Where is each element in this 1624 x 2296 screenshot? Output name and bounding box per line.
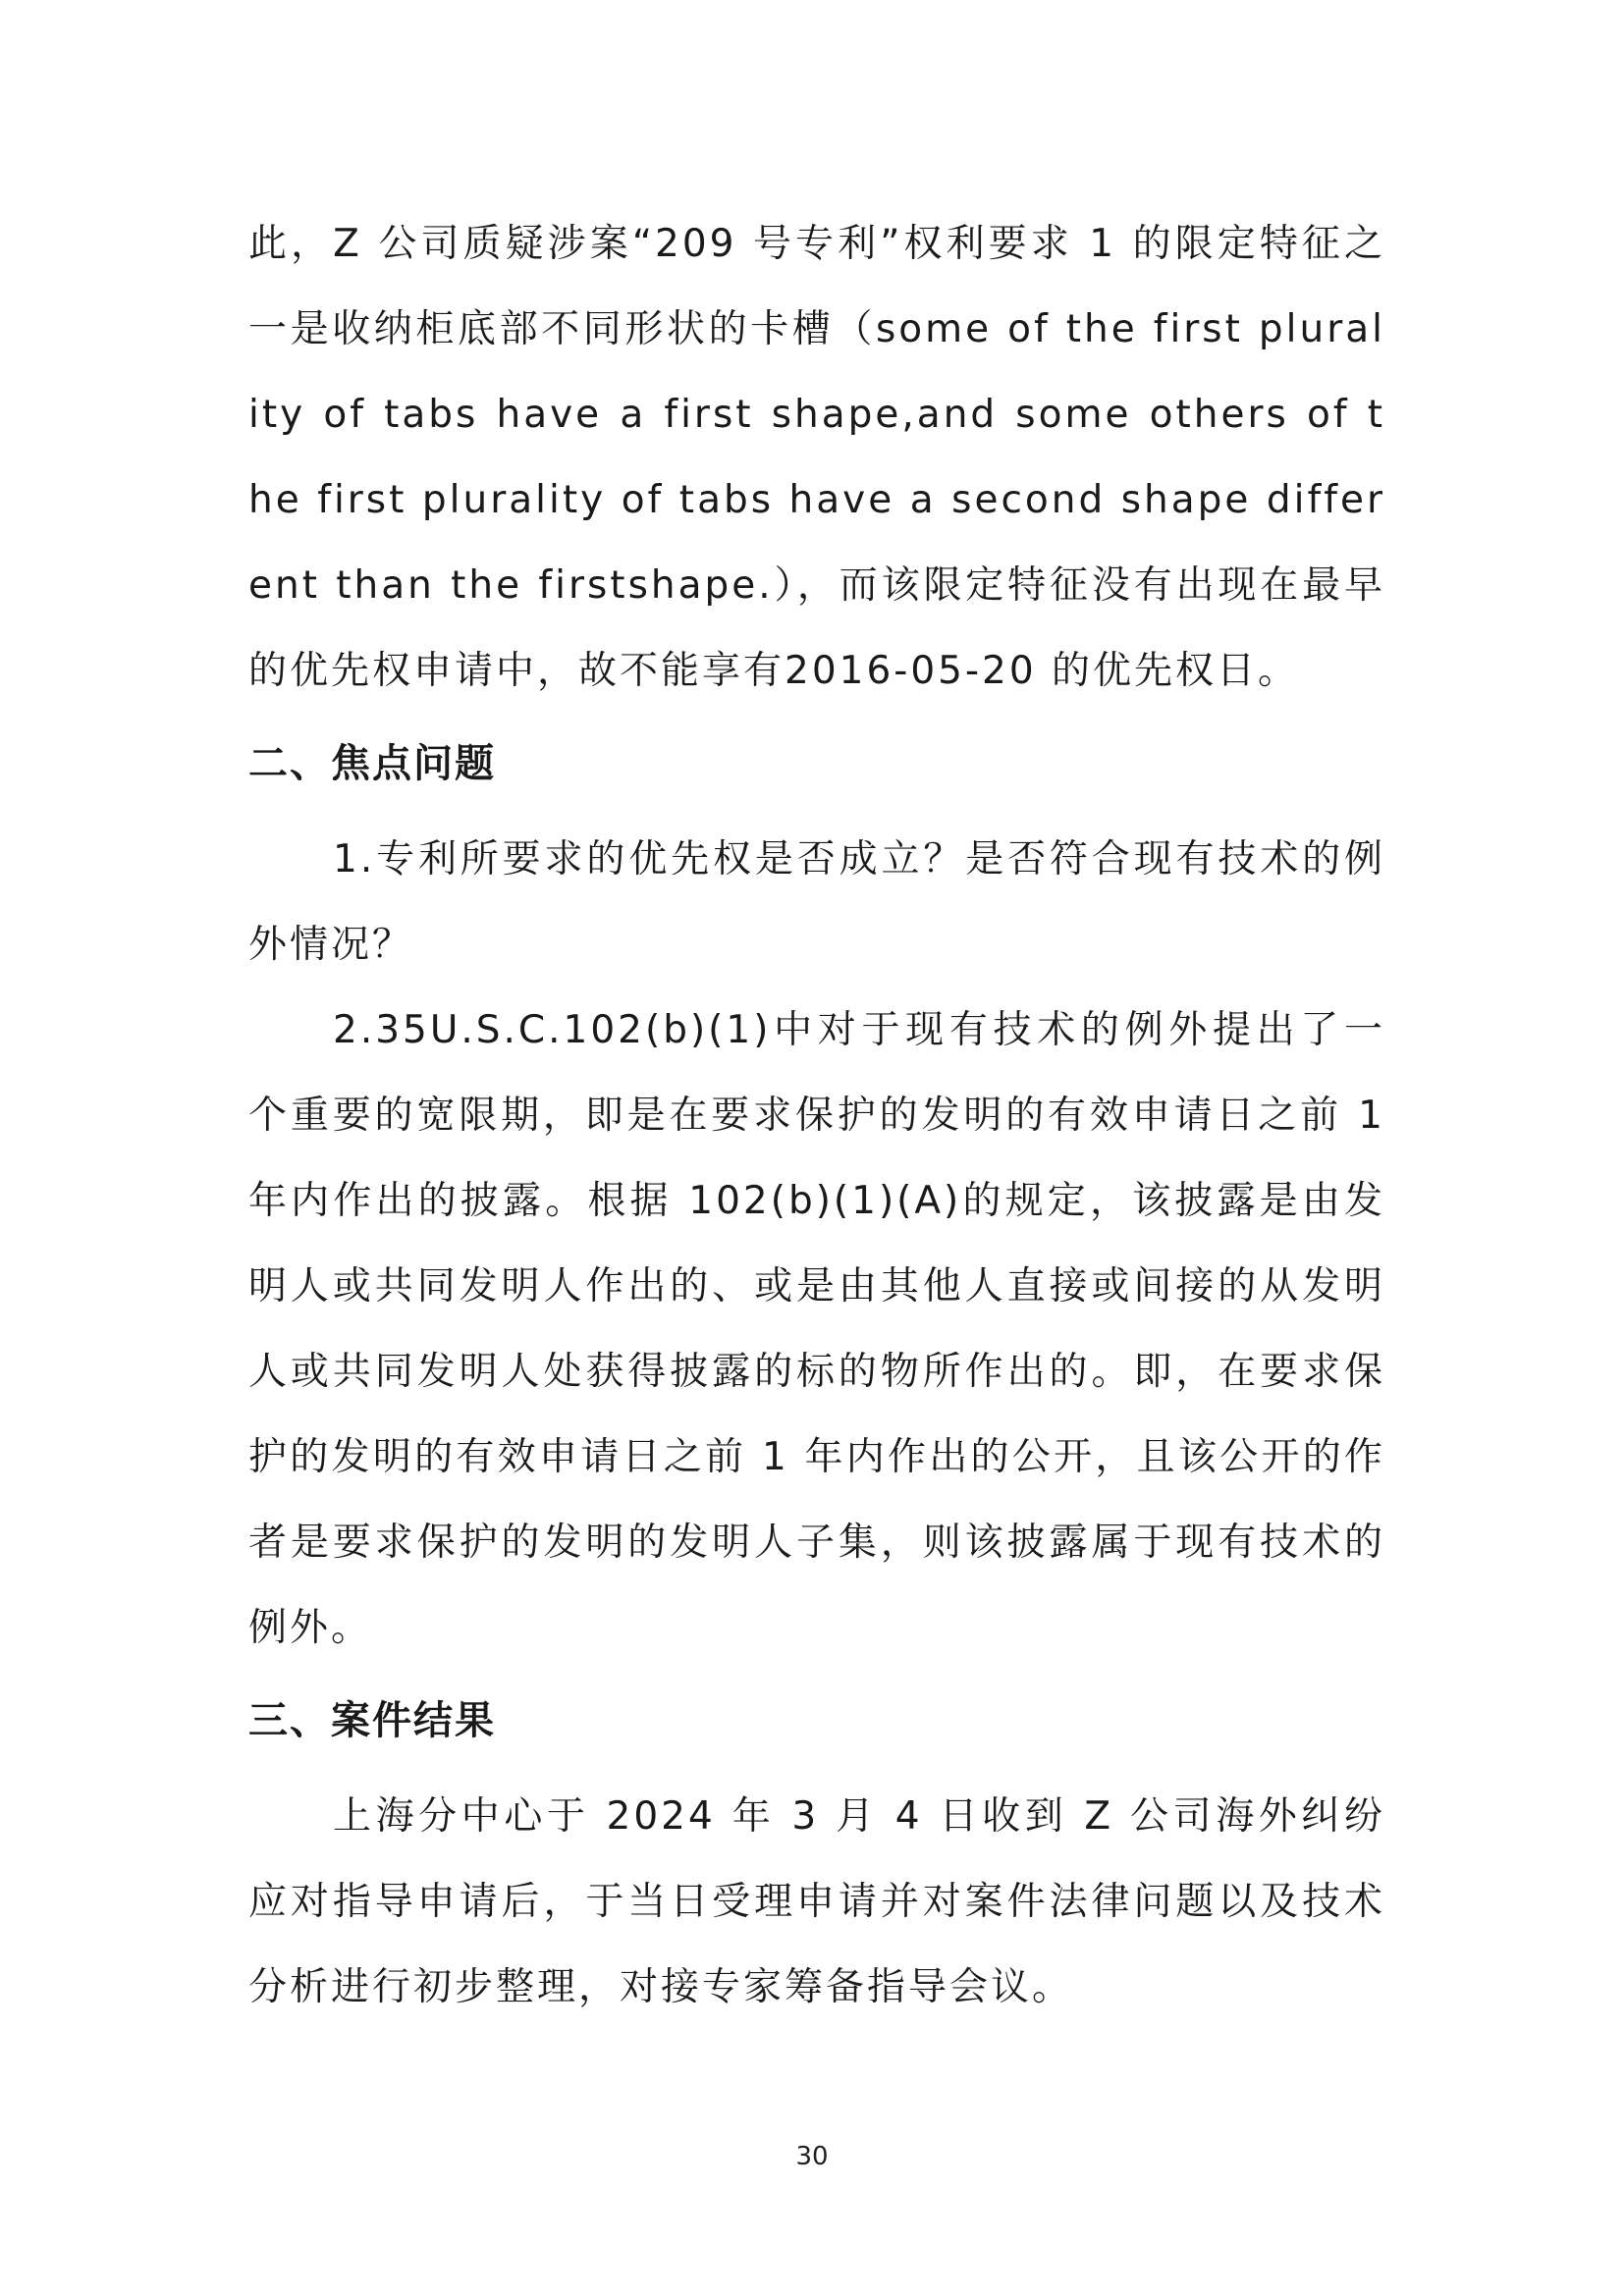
document-body	[248, 201, 1385, 2030]
section-heading-case-result: 三、案件结果	[248, 1698, 496, 1743]
section-heading-focus-issues: 二、焦点问题	[248, 741, 496, 786]
paragraph-issue-1: 1.专利所要求的优先权是否成立？是否符合现有技术的例外情况？	[248, 837, 1385, 967]
page-number: 30	[795, 2142, 829, 2171]
paragraph-issue-2: 2.35U.S.C.102(b)(1)中对于现有技术的例外提出了一个重要的宽限期，即是在要求保护的发明的有效申请日之前 1 年内作出的披露。根据 102(b)(1)(A)的规定，该披露是由发明人或共同发明人作出的、或是由其他人直接或间接的从发明人或共同发明人处获得披露的标的物所作出的。即，在要求保护的发明的有效申请日之前 1 年内作出的公开，且该公开的作者是要求保护的发明的发明人子集，则该披露属于现有技术的例外。	[248, 1008, 1385, 1650]
paragraph-case-result: 上海分中心于 2024 年 3 月 4 日收到 Z 公司海外纠纷应对指导申请后，于当日受理申请并对案件法律问题以及技术分析进行初步整理，对接专家筹备指导会议。	[248, 1794, 1385, 2009]
paragraph-priority-dispute: 此，Z 公司质疑涉案“209 号专利”权利要求 1 的限定特征之一是收纳柜底部不同形状的卡槽（some of the first plurality of tabs have a first shape,and some others of the first plurality of tabs have a second shape different than the firstshape.），而该限定特征没有出现在最早的优先权申请中，故不能享有2016-05-20 的优先权日。	[248, 222, 1385, 693]
